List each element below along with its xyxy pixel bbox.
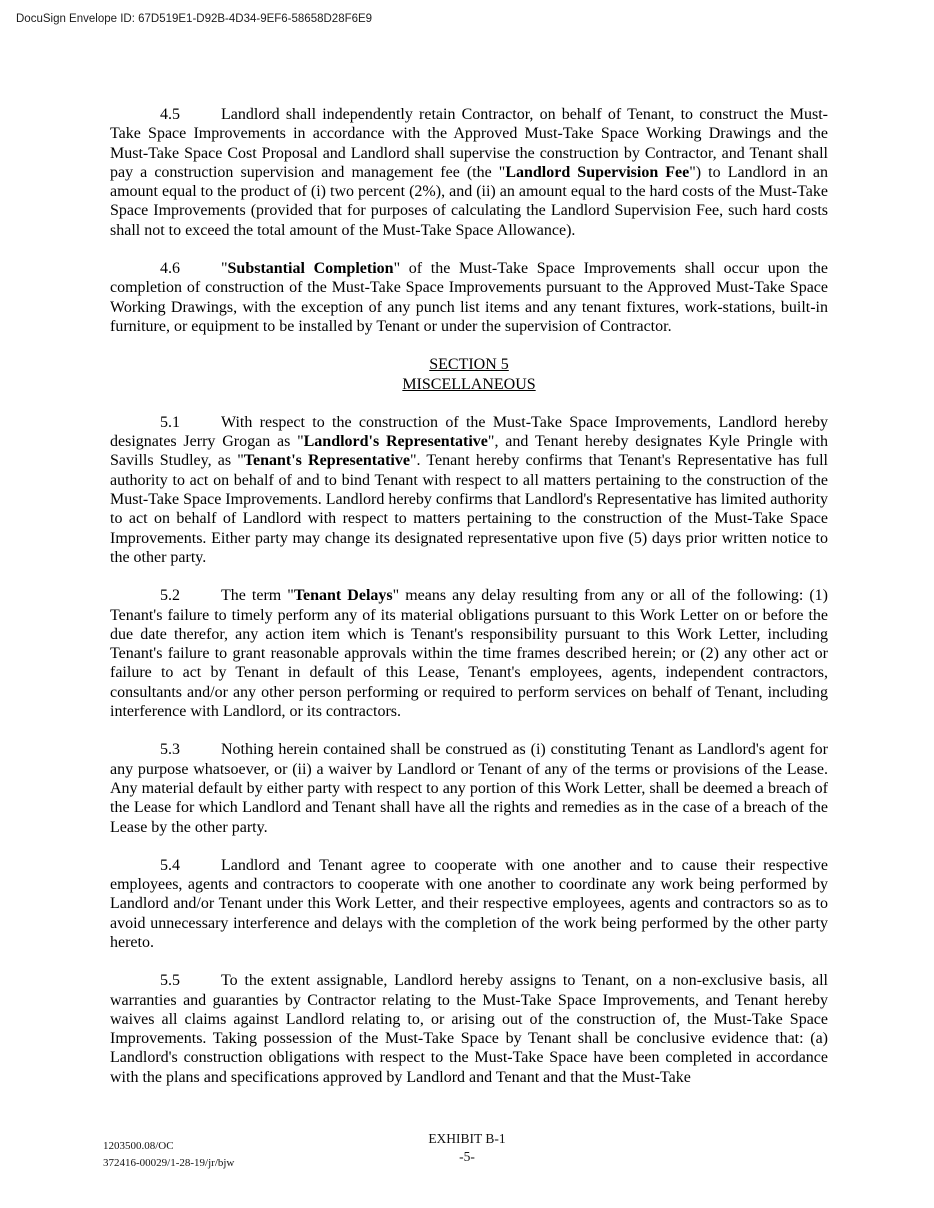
paragraph-5-1 — [110, 413, 828, 567]
section-heading-number: SECTION 5 — [429, 356, 509, 374]
paragraph-5-4 — [110, 856, 828, 952]
paragraph-text: To the extent assignable, Landlord hereby assigns to Tenant, on a non-exclusive basis, all warranties and guaranties by Contractor relating to the Must-Take Space Improvements, and Tenant hereby waives all claims against Landlord relating to, or arising out of the construction of, the Must-Take Space Improvements. Taking possession of the Must-Take Space by Tenant shall be conclusive evidence that: (a) Landlord's construction obligations with respect to the Must-Take Space have been completed in accordance with the plans and specifications approved by Landlord and Tenant and that the Must-Take — [110, 972, 828, 1086]
footer-page-number: -5- — [459, 1148, 475, 1164]
document-body — [110, 105, 828, 1106]
paragraph-text: "Substantial Completion" of the Must-Take Space Improvements shall occur upon the completion of construction of the Must-Take Space Improvements pursuant to the Approved Must-Take Space Working Drawings, with the exception of any punch list items and any tenant fixtures, work-stations, built-in furniture, or equipment to be installed by Tenant or under the supervision of Contractor. — [110, 260, 828, 335]
paragraph-number: 5.2 — [160, 587, 180, 605]
section-heading — [110, 355, 828, 394]
paragraph-number: 5.3 — [160, 741, 180, 759]
paragraph-text: Nothing herein contained shall be construed as (i) constituting Tenant as Landlord's agent for any purpose whatsoever, or (ii) a waiver by Landlord or Tenant of any of the terms or provisions of the Lease. Any material default by either party with respect to any portion of this Work Letter, shall be deemed a breach of the Lease for which Landlord and Tenant shall have all the rights and remedies as in the case of a breach of the Lease by the other party. — [110, 741, 828, 836]
paragraph-number: 4.6 — [160, 260, 180, 278]
paragraph-number: 5.5 — [160, 972, 180, 990]
paragraph-5-5 — [110, 971, 828, 1087]
paragraph-number: 5.1 — [160, 413, 180, 431]
footer-matter-number: 372416-00029/1-28-19/jr/bjw — [103, 1157, 235, 1170]
paragraph-number: 4.5 — [160, 106, 180, 123]
paragraph-number: 5.4 — [160, 856, 180, 874]
docusign-envelope-id: DocuSign Envelope ID: 67D519E1-D92B-4D34-9EF6-58658D28F6E9 — [16, 13, 373, 25]
paragraph-4-5 — [110, 105, 828, 240]
section-heading-title: MISCELLANEOUS — [402, 375, 536, 393]
footer-file-number: 1203500.08/OC — [103, 1140, 174, 1152]
paragraph-text: Landlord shall independently retain Contractor, on behalf of Tenant, to construct the Must-Take Space Improvements in accordance with the Approved Must-Take Space Working Drawings and the Must-Take Space Cost Proposal and Landlord shall supervise the construction by Contractor, and Tenant shall pay a construction supervision and management fee (the "Landlord Supervision Fee") to Landlord in an amount equal to the product of (i) two percent (2%), and (ii) an amount equal to the hard costs of the Must-Take Space Improvements (provided that for purposes of calculating the Landlord Supervision Fee, such hard costs shall not to exceed the total amount of the Must-Take Space Allowance). — [110, 106, 829, 239]
paragraph-text: The term "Tenant Delays" means any delay resulting from any or all of the following: (1) Tenant's failure to timely perform any of its material obligations pursuant to this Work Letter on or before the due date therefor, any action item which is Tenant's responsibility pursuant to this Work Letter, including Tenant's failure to grant reasonable approvals within the time frames described herein; or (2) any other act or failure to act by Tenant in default of this Lease, Tenant's employees, agents, independent contractors, consultants and/or any other person performing or required to perform services on behalf of Tenant, including interference with Landlord, or its contractors. — [110, 587, 828, 721]
footer-exhibit-block — [0, 1130, 934, 1165]
footer-exhibit-label: EXHIBIT B-1 — [428, 1131, 506, 1146]
paragraph-4-6 — [110, 259, 828, 336]
paragraph-5-3 — [110, 740, 828, 836]
paragraph-text: With respect to the construction of the Must-Take Space Improvements, Landlord hereby designates Jerry Grogan as "Landlord's Representative", and Tenant hereby designates Kyle Pringle with Savills Studley, as "Tenant's Representative". Tenant hereby confirms that Tenant's Representative has full authority to act on behalf of and to bind Tenant with respect to all matters pertaining to the construction of the Must-Take Space Improvements. Landlord hereby confirms that Landlord's Representative has limited authority to act on behalf of Landlord with respect to matters pertaining to the construction of the Must-Take Space Improvements. Either party may change its designated representative upon five (5) days prior written notice to the other party. — [110, 413, 829, 566]
paragraph-5-2 — [110, 586, 828, 721]
paragraph-text: Landlord and Tenant agree to cooperate with one another and to cause their respective employees, agents and contractors to cooperate with one another to coordinate any work being performed by Landlord and/or Tenant under this Work Letter, and their respective employees, agents and contractors so as to avoid unnecessary interference and delays with the completion of the work being performed by the other party hereto. — [110, 856, 828, 951]
